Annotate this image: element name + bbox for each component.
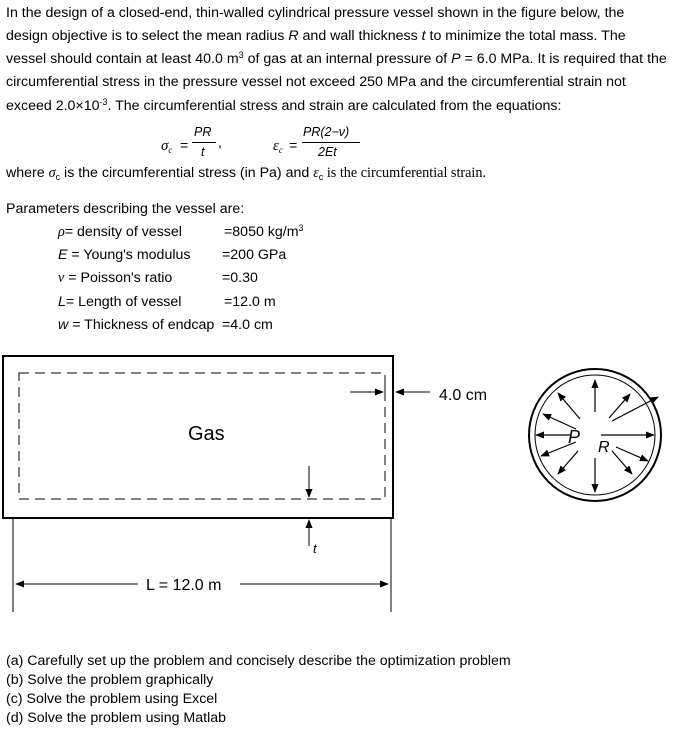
task-a: (a) Carefully set up the problem and concisely describe the optimization problem [6, 653, 511, 669]
var-R: R [288, 28, 299, 44]
param-symbol: L [58, 294, 66, 310]
radius-label: R [598, 439, 610, 456]
param-symbol: ν [58, 270, 65, 286]
value-text: =8050 kg/m [224, 224, 299, 240]
text-run: vessel should contain at least 40.0 m [6, 51, 239, 67]
text-run: where [6, 165, 49, 181]
pressure-label: P [568, 427, 581, 447]
epsilon: ε [273, 138, 279, 154]
subscript: c [318, 172, 324, 182]
thickness-label: t [313, 541, 317, 556]
numerator: PR(2−ν) [303, 125, 350, 139]
var-t: t [421, 28, 426, 44]
gas-label: Gas [188, 423, 225, 445]
denominator: t [201, 145, 205, 159]
sigma: σ [48, 165, 56, 181]
param-symbol: ρ [58, 224, 65, 240]
superscript: -3 [99, 97, 108, 107]
param-desc: = Thickness of endcap [68, 317, 215, 333]
subscript: c [278, 145, 283, 155]
numerator: PR [194, 125, 212, 139]
text-run: design objective is to select the mean radius [6, 28, 289, 44]
text-run: is the circumferential stress (in Pa) and [60, 165, 314, 181]
param-desc: = density of vessel [64, 224, 182, 240]
sigma: σ [161, 138, 169, 154]
param-value: =4.0 cm [222, 317, 273, 333]
problem-line-4: circumferential stress in the pressure vessel not exceed 250 MPa and the circumferential strain not [6, 74, 626, 90]
param-symbol: w [58, 317, 69, 333]
var-P: P [451, 51, 461, 67]
text-run: . The circumferential stress and strain are calculated from the equations: [107, 98, 562, 114]
task-c: (c) Solve the problem using Excel [6, 691, 218, 707]
param-desc: = Poisson's ratio [64, 270, 173, 286]
superscript: 3 [298, 223, 304, 233]
text-run: and wall thickness [298, 28, 422, 44]
endcap-label: 4.0 cm [439, 387, 488, 404]
length-label: L = 12.0 m [146, 577, 222, 594]
subscript: c [55, 172, 61, 182]
param-desc: = Young's modulus [67, 247, 191, 263]
param-value: =200 GPa [222, 247, 287, 263]
epsilon: ε [313, 165, 319, 181]
param-desc: = Length of vessel [65, 294, 182, 310]
denominator: 2Et [318, 145, 337, 159]
subscript: c [168, 145, 173, 155]
text-run: of gas at an internal pressure of [243, 51, 452, 67]
text-run: exceed 2.0×10 [6, 98, 100, 114]
equals-sign: = [289, 138, 298, 154]
param-value: =12.0 m [224, 294, 276, 310]
param-value: =0.30 [222, 270, 258, 286]
task-b: (b) Solve the problem graphically [6, 672, 214, 688]
comma: , [218, 135, 222, 151]
param-symbol: E [58, 247, 68, 263]
problem-line-1: In the design of a closed-end, thin-walled cylindrical pressure vessel shown in the figure below, the [6, 5, 625, 21]
superscript: 3 [238, 50, 244, 60]
text-run: to minimize the total mass. The [425, 28, 626, 44]
params-heading: Parameters describing the vessel are: [6, 201, 245, 217]
equals-sign: = [180, 138, 189, 154]
text-run: is the circumferential strain. [323, 165, 486, 181]
task-d: (d) Solve the problem using Matlab [6, 710, 227, 726]
text-run: = 6.0 MPa. It is required that the [460, 51, 667, 67]
